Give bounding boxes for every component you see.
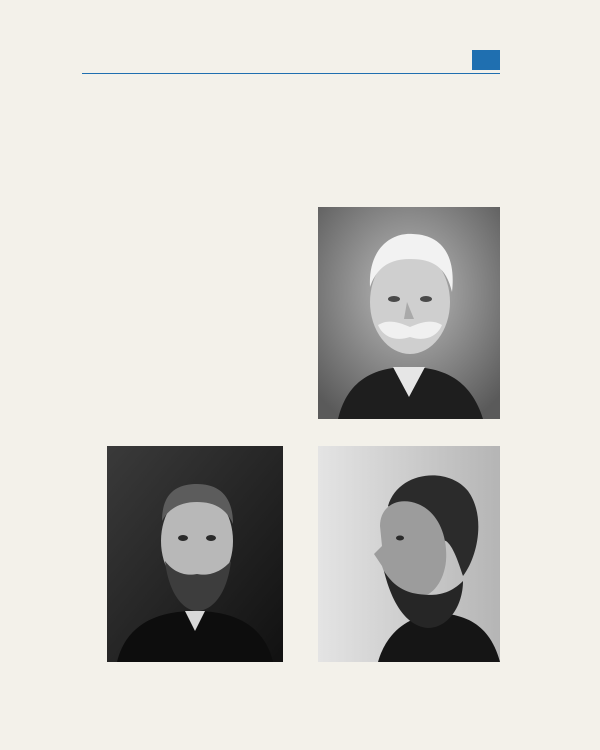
photo-bertillon <box>107 446 283 662</box>
page-number <box>472 50 500 70</box>
page-header <box>82 50 500 70</box>
photo-hershel <box>318 446 500 662</box>
photo-chistovich <box>318 207 500 419</box>
header-rule <box>82 73 500 74</box>
